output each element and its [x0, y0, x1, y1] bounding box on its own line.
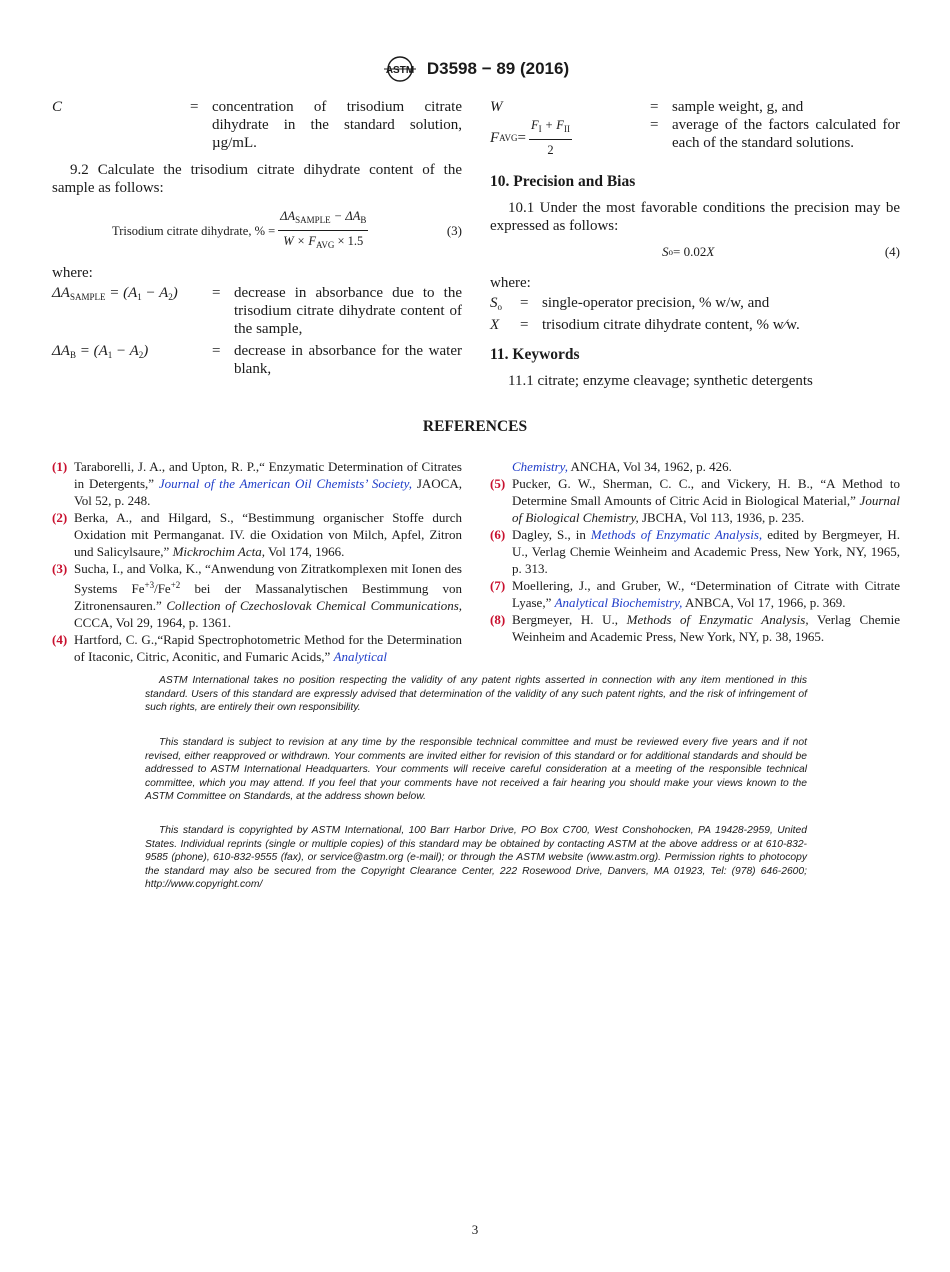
where-label: where:: [52, 265, 93, 281]
reference-number[interactable]: (6): [490, 527, 506, 542]
fraction-numerator: $\Delta A_{SAMPLE} - \Delta A_B$: [278, 207, 368, 231]
journal-link[interactable]: Analytical: [333, 649, 388, 664]
definition-text: decrease in absorbance due to the trisodium citrate dihydrate content of the sample,: [234, 285, 462, 337]
reference-4-continued: Chemistry, ANCHA, Vol 34, 1962, p. 426.: [512, 459, 732, 474]
equals-sign: =: [520, 295, 529, 311]
equals-sign: =: [650, 117, 659, 133]
astm-logo-icon: [381, 54, 419, 84]
definition-delta-a-blank: [52, 342, 462, 378]
reference-6: (6) Dagley, S., in Methods of Enzymatic Analysis, edited by Bergmeyer, H. U., Verlag Chemie Weinheim and Academic Press, New York, NY, 1965, p. 313.: [490, 527, 900, 576]
definition-x: [490, 316, 900, 334]
reference-number[interactable]: (7): [490, 578, 506, 593]
journal-link[interactable]: Analytical Biochemistry,: [554, 595, 683, 610]
left-column: [52, 98, 462, 378]
equation-4: S o = 0.02 X (4): [662, 244, 900, 259]
references-heading: REFERENCES: [422, 418, 528, 435]
page-number: 3: [471, 1222, 479, 1237]
revision-notice: This standard is subject to revision at any time by the responsible technical committee and must be reviewed every five years and if not revised, either reapproved or withdrawn. Your comments are invited either for revision of this standard or for additional standards and should be addressed to ASTM International Headquarters. Your comments will receive careful consideration at a meeting of the responsible technical committee, which you may attend. If you feel that your comments have not received a fair hearing you should make your views known to the ASTM Committee on Standards, at the address shown below.: [145, 737, 807, 803]
symbol-c: C: [52, 99, 63, 115]
f-avg-fraction: $\frac{F_I + F_{II}}{2}$: [530, 118, 570, 157]
symbol-delta-a-blank: $\Delta A_B = (A_1 - A_2)$: [52, 343, 149, 360]
reference-number[interactable]: (3): [52, 561, 68, 576]
symbol-f-avg: F AVG = $\frac{F_I + F_{II}}{2}$: [490, 118, 570, 157]
reference-8: (8) Bergmeyer, H. U., Methods of Enzymatic Analysis, Verlag Chemie Weinheim and Academic Press, New York, NY, p. 38, 1965.: [490, 612, 900, 644]
reference-5: (5) Pucker, G. W., Sherman, C. C., and Vickery, H. B., “A Method to Determine Small Amounts of Citric Acid in Biological Material,” Journal of Biological Chemistry, JBCHA, Vol 113, 1936, p. 235.: [490, 476, 900, 525]
journal-title: Mickrochim Acta,: [172, 544, 265, 559]
definition-so: [490, 294, 900, 316]
fraction-denominator: $W \times F_{AVG} \times 1.5$: [283, 234, 364, 250]
definition-text: sample weight, g, and: [672, 99, 804, 115]
reference-number[interactable]: (1): [52, 459, 68, 474]
journal-title: Methods of Enzymatic Analysis,: [626, 612, 809, 627]
reference-1: (1) Taraborelli, J. A., and Upton, R. P.,“ Enzymatic Determination of Citrates in Detergents,” Journal of the American Oil Chemists’ Society, JAOCA, Vol 52, p. 248.: [52, 459, 462, 508]
symbol-so: $S_o$: [490, 295, 502, 312]
equation-lhs: Trisodium citrate dihydrate, % =: [112, 223, 276, 238]
reference-4: (4) Hartford, C. G.,“Rapid Spectrophotometric Method for the Determination of Itaconic, Citric, Aconitic, and Fumaric Acids,” Analytical: [52, 632, 462, 664]
paragraph-11-1: 11.1 citrate; enzyme cleavage; synthetic detergents: [508, 373, 813, 389]
copyright-notice: This standard is copyrighted by ASTM International, 100 Barr Harbor Drive, PO Box C700, West Conshohocken, PA 19428-2959, United States. Individual reprints (single or multiple copies) of this standard may be obtained by contacting ASTM at the above address or at 610-832-9585 (phone), 610-832-9555 (fax), or service@astm.org (e-mail); or through the ASTM website (www.astm.org). Permission rights to photocopy the standard may also be secured from the Copyright Clearance Center, 222 Rosewood Drive, Danvers, MA 01923, Tel: (978) 646-2600; http://www.copyright.com/: [145, 825, 807, 891]
reference-3: (3) Sucha, I., and Volka, K., “Anwendung von Zitratkomplexen mit Ionen des Systems $Fe^{+3}/Fe^{+2}$ bei der Massanalytischen Bestimmung von Zitronensauren.” Collection of Czechoslovak Chemical Communications, CCCA, Vol 29, 1964, p. 1361.: [52, 561, 463, 630]
equation-number: (4): [884, 244, 900, 259]
right-column: [490, 98, 900, 390]
equals-sign: =: [212, 343, 221, 359]
standard-designation: D3598 − 89 (2016): [426, 59, 570, 78]
reference-number[interactable]: (4): [52, 632, 68, 647]
journal-title: Collection of Czechoslovak Chemical Communications,: [166, 598, 463, 613]
definition-text: single-operator precision, % w/w, and: [542, 295, 770, 311]
symbol-delta-a-sample: $\Delta A_{SAMPLE} = (A_1 - A_2)$: [52, 285, 178, 302]
journal-link[interactable]: Methods of Enzymatic Analysis,: [590, 527, 763, 542]
where-label: where:: [490, 275, 531, 291]
references-left-column: [52, 458, 462, 665]
paragraph-10-1: 10.1 Under the most favorable conditions the precision may be expressed as follows:: [490, 200, 900, 234]
symbol-x: X: [490, 317, 500, 333]
journal-link[interactable]: Chemistry,: [512, 459, 568, 474]
equals-sign: =: [650, 99, 659, 115]
equation-3: [52, 207, 462, 254]
journal-link[interactable]: Journal of the American Oil Chemists’ Society,: [158, 476, 412, 491]
symbol-w: W: [490, 99, 503, 115]
equation-number: (3): [446, 222, 462, 238]
equals-sign: =: [520, 317, 529, 333]
section-11-heading: 11. Keywords: [490, 346, 580, 363]
journal-title: Journal of Biological Chemistry,: [512, 493, 900, 525]
page-header: [0, 54, 950, 84]
definition-delta-a-sample: [52, 284, 462, 338]
svg-text:ASTM: ASTM: [385, 65, 415, 76]
definition-c: [52, 98, 462, 152]
definition-text: decrease in absorbance for the water blank,: [234, 343, 462, 377]
references-right-column: [490, 458, 900, 645]
patent-notice: ASTM International takes no position respecting the validity of any patent rights asserted in connection with any item mentioned in this standard. Users of this standard are expressly advised that determination of the validity of any such patent rights, and the risk of infringement of such rights, are entirely their own responsibility.: [145, 675, 807, 714]
definition-f-avg: [490, 116, 900, 159]
reference-number[interactable]: (5): [490, 476, 506, 491]
paragraph-9-2: 9.2 Calculate the trisodium citrate dihydrate content of the sample as follows:: [52, 162, 462, 196]
equals-sign: =: [190, 99, 199, 115]
definition-text: average of the factors calculated for each of the standard solutions.: [672, 117, 900, 151]
reference-2: (2) Berka, A., and Hilgard, S., “Bestimmung organischer Stoffe durch Oxidation mit Permanganat. IV. die Oxidation von Milch, Apfel, Zitron und Salicylsaure,” Mickrochim Acta, Vol 174, 1966.: [52, 510, 462, 559]
definition-text: trisodium citrate dihydrate content, % w⁄w.: [542, 317, 800, 333]
section-10-heading: 10. Precision and Bias: [490, 173, 636, 190]
reference-number[interactable]: (8): [490, 612, 506, 627]
equals-sign: =: [212, 285, 221, 301]
definition-w: [490, 98, 900, 116]
reference-7: (7) Moellering, J., and Gruber, W., “Determination of Citrate with Citrate Lyase,” Analytical Biochemistry, ANBCA, Vol 17, 1966, p. 369.: [490, 578, 900, 610]
equation-fraction: [278, 207, 368, 254]
definition-text: concentration of trisodium citrate dihydrate in the standard solution, µg/mL.: [212, 99, 462, 151]
reference-number[interactable]: (2): [52, 510, 68, 525]
